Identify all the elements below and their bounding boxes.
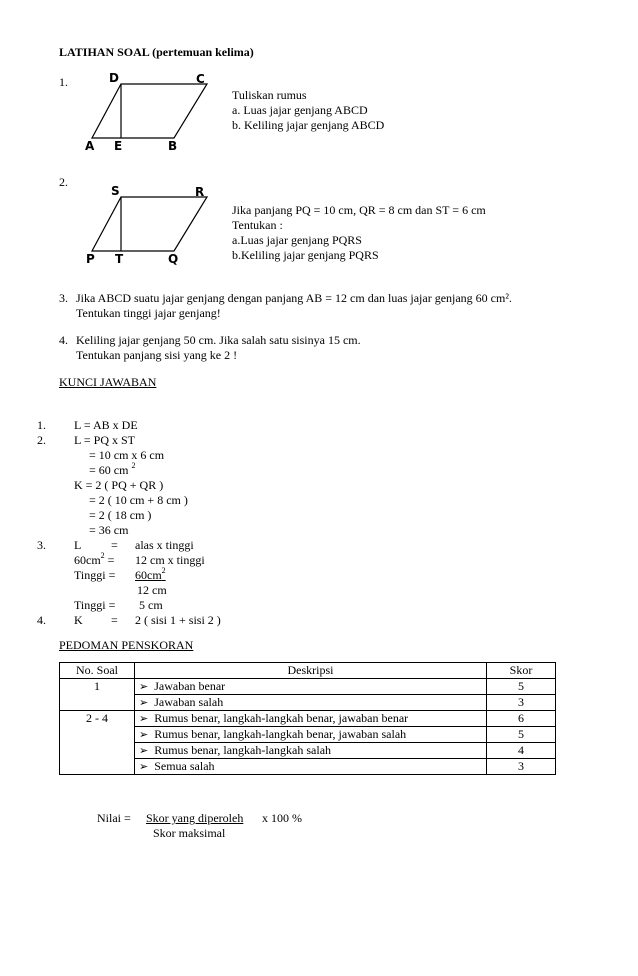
table-row [60,759,556,775]
row-no: 2 - 4 [60,711,135,727]
row-desc: ➢ Rumus benar, langkah-langkah benar, jawaban salah [135,727,487,743]
label-c: C [196,72,205,86]
a3-result: 5 cm [139,598,163,612]
parallelogram-abcd-figure [80,70,220,152]
formula-numerator: Skor yang diperoleh [146,811,244,825]
table-header-row [60,663,556,679]
row-desc: ➢ Jawaban benar [135,679,487,695]
a3-fraction-denominator: 12 cm [137,583,167,597]
q4-line-1: Keliling jajar genjang 50 cm. Jika salah satu sisinya 15 cm. [76,333,361,347]
row-no [60,743,135,759]
a1-number: 1. [37,418,46,432]
q2-number: 2. [59,175,68,189]
label-e: E [114,139,123,153]
a3-alas: alas x tinggi [135,538,194,552]
a2-line-1: L = PQ x ST [74,433,135,447]
formula-denominator: Skor maksimal [153,826,226,840]
a4-number: 4. [37,613,46,627]
row-no [60,759,135,775]
q2-line-4: b.Keliling jajar genjang PQRS [232,248,379,262]
header-no-soal: No. Soal [60,663,135,679]
answer-key-heading: KUNCI JAWABAN [59,375,157,389]
table-row [60,679,556,695]
q2-line-2: Tentukan : [232,218,283,232]
a3-twelve: 12 cm x tinggi [135,553,205,567]
row-desc: ➢ Semua salah [135,759,487,775]
q1-line-1: Tuliskan rumus [232,88,307,102]
label-t: T [115,252,124,266]
row-desc: ➢ Rumus benar, langkah-langkah benar, jawaban benar [135,711,487,727]
a2-line-6: = 2 ( 18 cm ) [89,508,152,522]
page-title: LATIHAN SOAL (pertemuan kelima) [59,45,254,59]
arrow-bullet-icon: ➢ [139,696,149,709]
a2-number: 2. [37,433,46,447]
scoring-heading: PEDOMAN PENSKORAN [59,638,194,652]
label-q: Q [168,252,179,266]
a2-line-2: = 10 cm x 6 cm [89,448,165,462]
q1-line-2: a. Luas jajar genjang ABCD [232,103,368,117]
a2-line-7: = 36 cm [89,523,129,537]
q3-line-1: Jika ABCD suatu jajar genjang dengan panjang AB = 12 cm dan luas jajar genjang 60 cm². [76,291,512,305]
table-row [60,743,556,759]
q3-line-2: Tentukan tinggi jajar genjang! [76,306,221,320]
a3-tinggi: Tinggi = [74,568,116,582]
a4-k: K [74,613,83,627]
a2-line-4: K = 2 ( PQ + QR ) [74,478,164,492]
arrow-bullet-icon: ➢ [139,760,149,773]
table-row [60,711,556,727]
row-score: 4 [487,743,556,759]
table-row [60,727,556,743]
label-d: D [109,71,119,85]
q2-line-1: Jika panjang PQ = 10 cm, QR = 8 cm dan ST = 6 cm [232,203,486,217]
q1-number: 1. [59,75,68,89]
row-desc: ➢ Jawaban salah [135,695,487,711]
a4-eq: = [111,613,118,627]
label-s: S [111,184,120,198]
row-no: 1 [60,679,135,695]
q1-line-3: b. Keliling jajar genjang ABCD [232,118,385,132]
row-score: 6 [487,711,556,727]
label-b: B [168,139,178,153]
label-r: R [195,185,205,199]
formula-times: x 100 % [262,811,302,825]
scoring-table [59,662,556,775]
q3-number: 3. [59,291,68,305]
arrow-bullet-icon: ➢ [139,728,149,741]
arrow-bullet-icon: ➢ [139,712,149,725]
row-score: 5 [487,727,556,743]
row-no [60,727,135,743]
a2-line-3: = 60 cm $^2$ [89,461,136,477]
row-score: 3 [487,695,556,711]
table-row [60,695,556,711]
a3-number: 3. [37,538,46,552]
header-skor: Skor [487,663,556,679]
parallelogram-pqrs-figure [80,183,220,265]
a3-tinggi-2: Tinggi = [74,598,116,612]
arrow-bullet-icon: ➢ [139,680,149,693]
a3-eq: = [111,538,118,552]
row-desc: ➢ Rumus benar, langkah-langkah salah [135,743,487,759]
arrow-bullet-icon: ➢ [139,744,149,757]
q2-line-3: a.Luas jajar genjang PQRS [232,233,362,247]
q4-number: 4. [59,333,68,347]
a3-l: L [74,538,82,552]
a3-sixty: $60cm^2$ = [74,551,115,567]
a4-text: 2 ( sisi 1 + sisi 2 ) [135,613,221,627]
a3-fraction-numerator: $60cm^2$ [135,566,166,582]
a2-line-5: = 2 ( 10 cm + 8 cm ) [89,493,188,507]
row-no [60,695,135,711]
row-score: 5 [487,679,556,695]
a1-text: L = AB x DE [74,418,138,432]
formula-nilai: Nilai = [97,811,131,825]
header-deskripsi: Deskripsi [135,663,487,679]
label-a: A [85,139,95,153]
q4-line-2: Tentukan panjang sisi yang ke 2 ! [76,348,238,362]
label-p: P [86,252,95,266]
row-score: 3 [487,759,556,775]
